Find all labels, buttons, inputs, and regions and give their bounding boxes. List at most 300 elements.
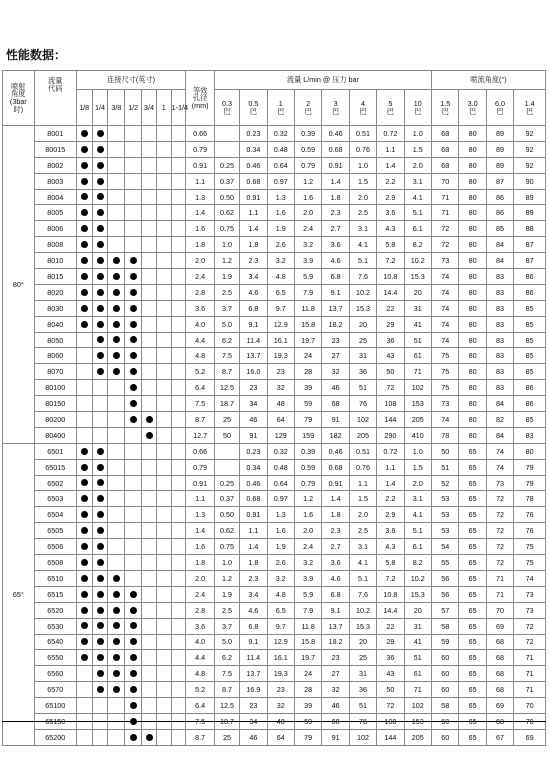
- available-dot-icon: [130, 321, 137, 328]
- connection-cell: [108, 157, 125, 173]
- connection-cell: [125, 332, 142, 348]
- connection-cell: [92, 253, 108, 269]
- flow-cell: 0.46: [240, 157, 267, 173]
- spray-angle-cell: 68: [486, 682, 513, 698]
- flow-cell: 1.6: [267, 205, 294, 221]
- connection-cell: [171, 618, 186, 634]
- available-dot-icon: [97, 225, 104, 232]
- table-row: [3, 666, 546, 682]
- flow-cell: 32: [322, 682, 349, 698]
- connection-cell: [171, 316, 186, 332]
- flow-cell: 10.2: [349, 284, 376, 300]
- spray-angle-cell: 80: [459, 173, 486, 189]
- header-spray-angle-deg: 喷流角度(°): [432, 71, 546, 90]
- flow-cell: 3.1: [349, 221, 376, 237]
- flow-cell: 59: [294, 713, 321, 729]
- spray-angle-cell: 65: [459, 570, 486, 586]
- flow-cell: 7.5: [214, 666, 239, 682]
- table-row: [3, 364, 546, 380]
- flow-cell: 1.2: [294, 491, 321, 507]
- connection-cell: [92, 189, 108, 205]
- connection-cell: [92, 332, 108, 348]
- connection-cell: [142, 586, 157, 602]
- spray-angle-cell: 69: [486, 698, 513, 714]
- flow-code-cell: 8008: [34, 237, 76, 253]
- orifice-cell: 1.3: [186, 189, 214, 205]
- available-dot-icon: [81, 225, 88, 232]
- flow-cell: 8.7: [214, 364, 239, 380]
- spray-angle-cell: 58: [432, 698, 459, 714]
- flow-cell: 3.1: [349, 539, 376, 555]
- spray-angle-cell: 50: [432, 443, 459, 459]
- available-dot-icon: [81, 321, 88, 328]
- flow-cell: 28: [294, 682, 321, 698]
- flow-cell: 1.5: [349, 173, 376, 189]
- flow-cell: 0.91: [240, 507, 267, 523]
- flow-cell: 0.68: [322, 459, 349, 475]
- connection-cell: [76, 157, 92, 173]
- available-dot-icon: [97, 146, 104, 153]
- flow-cell: 12.5: [214, 698, 239, 714]
- flow-cell: 0.76: [349, 141, 376, 157]
- available-dot-icon: [130, 289, 137, 296]
- flow-cell: 2.7: [322, 539, 349, 555]
- flow-cell: 0.46: [322, 443, 349, 459]
- connection-cell: [142, 507, 157, 523]
- flow-cell: 0.68: [240, 491, 267, 507]
- orifice-cell: 5.2: [186, 682, 214, 698]
- connection-cell: [156, 221, 171, 237]
- spray-angle-cell: 65: [459, 459, 486, 475]
- available-dot-icon: [113, 321, 120, 328]
- available-dot-icon: [81, 479, 88, 486]
- flow-code-cell: 6502: [34, 475, 76, 491]
- connection-cell: [142, 427, 157, 443]
- flow-cell: 2.0: [404, 475, 431, 491]
- connection-cell: [156, 523, 171, 539]
- connection-cell: [142, 634, 157, 650]
- connection-cell: [125, 682, 142, 698]
- spray-angle-cell: 65: [459, 507, 486, 523]
- connection-cell: [171, 729, 186, 745]
- connection-cell: [76, 507, 92, 523]
- flow-cell: 19.3: [267, 666, 294, 682]
- connection-cell: [171, 269, 186, 285]
- connection-cell: [125, 586, 142, 602]
- table-row: [3, 348, 546, 364]
- available-dot-icon: [97, 241, 104, 248]
- spray-angle-cell: 74: [432, 412, 459, 428]
- flow-cell: 12.5: [214, 380, 239, 396]
- flow-cell: 0.39: [294, 126, 321, 142]
- flow-cell: 2.5: [214, 284, 239, 300]
- flow-cell: 3.4: [240, 269, 267, 285]
- connection-cell: [125, 729, 142, 745]
- connection-cell: [125, 396, 142, 412]
- table-row: [3, 507, 546, 523]
- connection-cell: [156, 634, 171, 650]
- spray-angle-cell: 80: [459, 157, 486, 173]
- connection-cell: [171, 666, 186, 682]
- spray-angle-cell: 80: [459, 237, 486, 253]
- available-dot-icon: [97, 289, 104, 296]
- spray-angle-cell: 80: [459, 364, 486, 380]
- flow-cell: 0.62: [214, 523, 239, 539]
- connection-cell: [142, 443, 157, 459]
- spray-angle-cell: 65: [459, 523, 486, 539]
- spray-angle-cell: 80: [459, 427, 486, 443]
- flow-cell: 34: [240, 396, 267, 412]
- available-dot-icon: [130, 654, 137, 661]
- flow-cell: 7.5: [214, 348, 239, 364]
- connection-cell: [142, 412, 157, 428]
- spray-angle-cell: 69: [486, 618, 513, 634]
- flow-code-cell: 8006: [34, 221, 76, 237]
- flow-cell: 1.8: [240, 555, 267, 571]
- flow-cell: 2.5: [349, 205, 376, 221]
- spray-angle-cell: 53: [432, 523, 459, 539]
- flow-cell: 24: [294, 666, 321, 682]
- flow-cell: 2.0: [404, 157, 431, 173]
- table-row: [3, 729, 546, 745]
- flow-cell: 6.5: [267, 602, 294, 618]
- available-dot-icon: [97, 686, 104, 693]
- flow-cell: 0.68: [240, 173, 267, 189]
- flow-cell: 144: [377, 412, 404, 428]
- flow-cell: 16.9: [240, 682, 267, 698]
- flow-cell: 8.2: [404, 237, 431, 253]
- flow-cell: 1.1: [377, 459, 404, 475]
- spray-angle-cell: 86: [514, 380, 546, 396]
- connection-cell: [156, 284, 171, 300]
- connection-cell: [142, 475, 157, 491]
- table-bottom-rule: [2, 721, 546, 722]
- connection-cell: [92, 682, 108, 698]
- flow-code-cell: 8001: [34, 126, 76, 142]
- orifice-cell: 1.1: [186, 491, 214, 507]
- flow-cell: 20: [404, 284, 431, 300]
- flow-cell: 129: [267, 427, 294, 443]
- flow-cell: 182: [322, 427, 349, 443]
- flow-cell: 1.0: [214, 237, 239, 253]
- spray-angle-cell: 71: [514, 666, 546, 682]
- flow-cell: 1.9: [214, 269, 239, 285]
- table-row: [3, 555, 546, 571]
- orifice-cell: 8.7: [186, 729, 214, 745]
- flow-cell: 51: [349, 698, 376, 714]
- spray-angle-cell: 85: [514, 412, 546, 428]
- flow-cell: 2.9: [377, 189, 404, 205]
- available-dot-icon: [81, 511, 88, 518]
- connection-cell: [76, 126, 92, 142]
- flow-cell: 1.8: [322, 189, 349, 205]
- flow-cell: 4.1: [349, 555, 376, 571]
- available-dot-icon: [130, 352, 137, 359]
- flow-cell: 79: [294, 729, 321, 745]
- connection-cell: [156, 332, 171, 348]
- flow-code-cell: 6530: [34, 618, 76, 634]
- connection-cell: [156, 427, 171, 443]
- flow-cell: 36: [377, 332, 404, 348]
- orifice-cell: 7.5: [186, 396, 214, 412]
- flow-cell: 0.62: [214, 205, 239, 221]
- connection-cell: [125, 412, 142, 428]
- connection-cell: [156, 364, 171, 380]
- flow-code-cell: 6550: [34, 650, 76, 666]
- connection-cell: [171, 221, 186, 237]
- connection-cell: [142, 682, 157, 698]
- flow-cell: 2.9: [377, 507, 404, 523]
- connection-cell: [171, 126, 186, 142]
- connection-cell: [76, 698, 92, 714]
- table-row: [3, 634, 546, 650]
- flow-cell: 11.8: [294, 618, 321, 634]
- flow-cell: 0.72: [377, 443, 404, 459]
- spray-angle-cell: 74: [514, 570, 546, 586]
- available-dot-icon: [97, 336, 104, 343]
- available-dot-icon: [130, 305, 137, 312]
- connection-cell: [92, 475, 108, 491]
- available-dot-icon: [113, 638, 120, 645]
- flow-cell: 102: [349, 729, 376, 745]
- connection-cell: [156, 412, 171, 428]
- flow-cell: 2.4: [294, 539, 321, 555]
- spray-angle-cell: 85: [514, 316, 546, 332]
- available-dot-icon: [81, 654, 88, 661]
- table-row: [3, 586, 546, 602]
- flow-cell: 2.6: [267, 237, 294, 253]
- flow-code-cell: 65015: [34, 459, 76, 475]
- available-dot-icon: [130, 607, 137, 614]
- flow-cell: 4.6: [240, 602, 267, 618]
- available-dot-icon: [113, 305, 120, 312]
- available-dot-icon: [81, 575, 88, 582]
- available-dot-icon: [81, 543, 88, 550]
- spray-angle-cell: 86: [486, 205, 513, 221]
- flow-cell: 22: [377, 618, 404, 634]
- flow-cell: 6.1: [404, 539, 431, 555]
- header-flow-pressure: 1 巴: [267, 90, 294, 126]
- spray-angle-cell: 68: [486, 650, 513, 666]
- spray-angle-cell: 84: [486, 396, 513, 412]
- flow-cell: 31: [404, 300, 431, 316]
- available-dot-icon: [113, 654, 120, 661]
- flow-cell: 71: [404, 364, 431, 380]
- connection-cell: [156, 443, 171, 459]
- available-dot-icon: [97, 257, 104, 264]
- flow-code-cell: 8002: [34, 157, 76, 173]
- connection-cell: [125, 459, 142, 475]
- orifice-cell: 2.0: [186, 253, 214, 269]
- connection-cell: [142, 253, 157, 269]
- connection-cell: [76, 602, 92, 618]
- orifice-cell: 6.4: [186, 380, 214, 396]
- flow-code-cell: 6510: [34, 570, 76, 586]
- spray-angle-cell: 68: [432, 126, 459, 142]
- flow-cell: 41: [404, 634, 431, 650]
- connection-cell: [156, 300, 171, 316]
- orifice-cell: 4.8: [186, 348, 214, 364]
- available-dot-icon: [97, 178, 104, 185]
- flow-cell: 2.6: [267, 555, 294, 571]
- flow-cell: 20: [349, 316, 376, 332]
- flow-cell: 43: [377, 666, 404, 682]
- connection-cell: [171, 602, 186, 618]
- connection-cell: [108, 253, 125, 269]
- connection-cell: [108, 348, 125, 364]
- flow-cell: 2.5: [214, 602, 239, 618]
- flow-cell: 205: [349, 427, 376, 443]
- spray-angle-cell: 75: [514, 555, 546, 571]
- available-dot-icon: [97, 305, 104, 312]
- connection-cell: [171, 300, 186, 316]
- flow-cell: 29: [377, 316, 404, 332]
- connection-cell: [125, 348, 142, 364]
- connection-cell: [76, 189, 92, 205]
- flow-cell: 16.1: [267, 650, 294, 666]
- spray-angle-cell: 71: [514, 650, 546, 666]
- group-angle: 65°: [3, 443, 35, 745]
- connection-cell: [76, 523, 92, 539]
- connection-cell: [171, 141, 186, 157]
- flow-cell: 4.1: [349, 237, 376, 253]
- spray-angle-cell: 76: [514, 523, 546, 539]
- orifice-cell: 3.6: [186, 618, 214, 634]
- header-conn-size: 1/4: [92, 90, 108, 126]
- connection-cell: [76, 650, 92, 666]
- connection-cell: [108, 126, 125, 142]
- flow-cell: 61: [404, 666, 431, 682]
- available-dot-icon: [97, 607, 104, 614]
- flow-cell: 0.37: [214, 173, 239, 189]
- flow-cell: 76: [349, 396, 376, 412]
- flow-cell: 6.8: [240, 618, 267, 634]
- spray-angle-cell: 72: [486, 491, 513, 507]
- flow-cell: 0.37: [214, 491, 239, 507]
- table-row: [3, 221, 546, 237]
- flow-cell: 0.68: [322, 141, 349, 157]
- available-dot-icon: [146, 734, 153, 741]
- flow-cell: 0.25: [214, 157, 239, 173]
- available-dot-icon: [130, 336, 137, 343]
- performance-table: [2, 70, 546, 746]
- flow-cell: [214, 443, 239, 459]
- connection-cell: [92, 570, 108, 586]
- spray-angle-cell: 71: [514, 682, 546, 698]
- flow-cell: 3.2: [294, 555, 321, 571]
- connection-cell: [108, 570, 125, 586]
- connection-cell: [76, 682, 92, 698]
- available-dot-icon: [97, 543, 104, 550]
- flow-cell: 1.9: [214, 586, 239, 602]
- flow-cell: 16.0: [240, 364, 267, 380]
- spray-angle-cell: 83: [486, 316, 513, 332]
- connection-cell: [92, 539, 108, 555]
- available-dot-icon: [97, 193, 104, 200]
- flow-code-cell: 6520: [34, 602, 76, 618]
- connection-cell: [156, 459, 171, 475]
- available-dot-icon: [81, 607, 88, 614]
- spray-angle-cell: 65: [459, 713, 486, 729]
- flow-cell: 5.1: [404, 523, 431, 539]
- available-dot-icon: [113, 273, 120, 280]
- flow-code-cell: 6501: [34, 443, 76, 459]
- spray-angle-cell: 85: [514, 348, 546, 364]
- flow-cell: 18.7: [214, 396, 239, 412]
- group-angle: 80°: [3, 126, 35, 444]
- connection-cell: [76, 618, 92, 634]
- flow-cell: 72: [377, 380, 404, 396]
- spray-angle-cell: 87: [514, 237, 546, 253]
- connection-cell: [156, 316, 171, 332]
- flow-code-cell: 8005: [34, 205, 76, 221]
- spray-angle-cell: 75: [514, 539, 546, 555]
- spray-angle-cell: 71: [432, 205, 459, 221]
- flow-cell: 7.9: [294, 602, 321, 618]
- connection-cell: [76, 205, 92, 221]
- connection-cell: [108, 491, 125, 507]
- available-dot-icon: [113, 591, 120, 598]
- connection-cell: [92, 126, 108, 142]
- table-row: [3, 300, 546, 316]
- spray-angle-cell: 65: [459, 475, 486, 491]
- spray-angle-cell: 65: [459, 698, 486, 714]
- connection-cell: [76, 300, 92, 316]
- flow-cell: 0.48: [267, 141, 294, 157]
- spray-angle-cell: 65: [459, 491, 486, 507]
- available-dot-icon: [130, 734, 137, 741]
- flow-cell: 0.51: [349, 443, 376, 459]
- spray-angle-cell: 72: [432, 221, 459, 237]
- flow-cell: 5.1: [349, 253, 376, 269]
- spray-angle-cell: 89: [486, 141, 513, 157]
- flow-code-cell: 8070: [34, 364, 76, 380]
- flow-cell: 1.9: [267, 221, 294, 237]
- flow-cell: 32: [267, 698, 294, 714]
- spray-angle-cell: 80: [459, 205, 486, 221]
- flow-cell: 7.9: [294, 284, 321, 300]
- connection-cell: [108, 539, 125, 555]
- flow-code-cell: 6504: [34, 507, 76, 523]
- connection-cell: [92, 555, 108, 571]
- spray-angle-cell: 72: [486, 507, 513, 523]
- flow-cell: 3.1: [404, 173, 431, 189]
- spray-angle-cell: 74: [432, 316, 459, 332]
- spray-angle-cell: 73: [432, 396, 459, 412]
- available-dot-icon: [130, 400, 137, 407]
- flow-cell: 50: [377, 364, 404, 380]
- connection-cell: [125, 141, 142, 157]
- spray-angle-cell: 79: [514, 459, 546, 475]
- connection-cell: [76, 570, 92, 586]
- connection-cell: [125, 427, 142, 443]
- connection-cell: [125, 570, 142, 586]
- spray-angle-cell: 56: [432, 570, 459, 586]
- header-flow-pressure: 0.3 巴: [214, 90, 239, 126]
- spray-angle-cell: 86: [514, 396, 546, 412]
- connection-cell: [108, 634, 125, 650]
- spray-angle-cell: 80: [459, 141, 486, 157]
- connection-cell: [92, 157, 108, 173]
- connection-cell: [142, 300, 157, 316]
- flow-cell: 0.46: [240, 475, 267, 491]
- orifice-cell: 4.0: [186, 634, 214, 650]
- spray-angle-cell: 90: [514, 173, 546, 189]
- table-row: [3, 602, 546, 618]
- table-row: [3, 459, 546, 475]
- flow-cell: 205: [404, 412, 431, 428]
- flow-cell: 0.34: [240, 459, 267, 475]
